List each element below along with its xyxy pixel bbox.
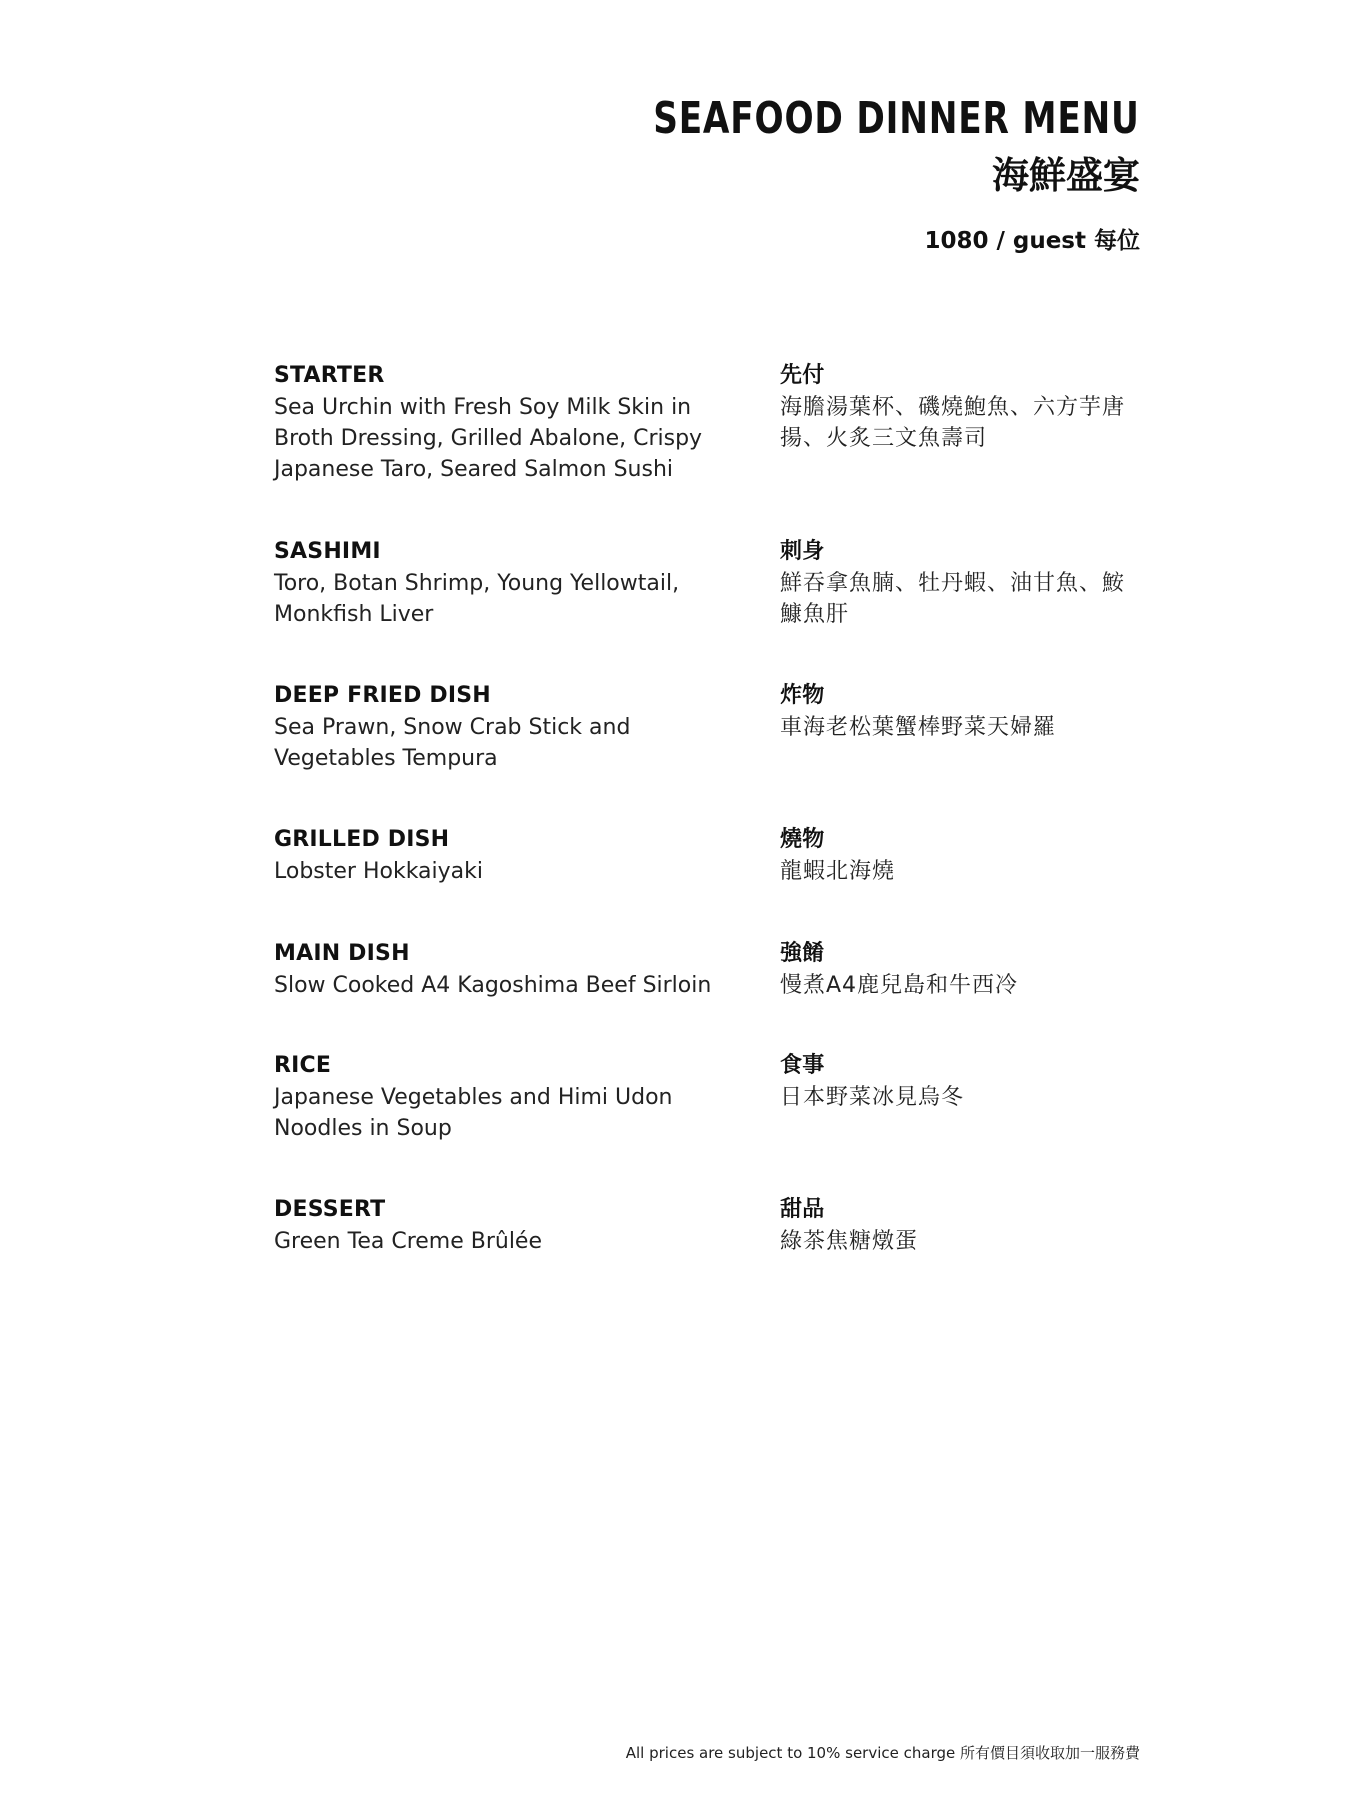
course-chinese-column [780,360,1140,485]
course-name-chinese: 先付 [780,363,825,388]
course-chinese-column [780,680,1140,774]
course-description-chinese: 車海老松葉蟹棒野菜天婦羅 [780,715,1057,740]
course-name-chinese: 食事 [780,1053,825,1078]
course-description-english: Slow Cooked A4 Kagoshima Beef Sirloin [274,973,712,998]
course-description-english: Sea Urchin with Fresh Soy Milk Skin in Broth Dressing, Grilled Abalone, Crispy Japanese Taro, Seared Salmon Sushi [274,395,703,482]
price-per-guest: 1080 / guest 每位 [924,228,1140,254]
course-name-chinese: 刺身 [780,539,825,564]
course-description-english: Green Tea Creme Brûlée [274,1229,543,1254]
course-description-english: Sea Prawn, Snow Crab Stick and Vegetables Tempura [274,715,631,771]
course-english-column [274,680,744,774]
course-name-english: DESSERT [274,1197,386,1222]
course-description-chinese: 綠茶焦糖燉蛋 [780,1229,919,1254]
course-description-english: Lobster Hokkaiyaki [274,859,483,884]
course-name-english: SASHIMI [274,539,381,564]
course-english-column [274,1050,744,1144]
course-name-english: STARTER [274,363,385,388]
course-name-english: RICE [274,1053,332,1078]
course-description-chinese: 慢煮A4鹿兒島和牛西冷 [780,973,1019,998]
course-sashimi [274,536,1140,630]
course-name-english: MAIN DISH [274,941,410,966]
course-chinese-column [780,824,1140,887]
course-chinese-column [780,536,1140,630]
course-name-english: DEEP FRIED DISH [274,683,491,708]
course-name-chinese: 燒物 [780,827,825,852]
course-description-english: Toro, Botan Shrimp, Young Yellowtail, Monkfish Liver [274,571,680,627]
course-english-column [274,536,744,630]
course-english-column [274,938,744,1001]
course-starter [274,360,1140,485]
menu-header [516,92,1140,256]
course-dessert [274,1194,1140,1257]
menu-title-chinese: 海鮮盛宴 [992,154,1140,197]
course-chinese-column [780,1194,1140,1257]
course-deep-fried [274,680,1140,774]
course-chinese-column [780,938,1140,1001]
course-grilled [274,824,1140,887]
course-description-chinese: 鮮吞拿魚腩、牡丹蝦、油甘魚、鮟鱇魚肝 [780,571,1126,627]
course-description-chinese: 龍蝦北海燒 [780,859,896,884]
course-name-chinese: 炸物 [780,683,825,708]
course-description-english: Japanese Vegetables and Himi Udon Noodles in Soup [274,1085,673,1141]
course-english-column [274,1194,744,1257]
menu-title-english: SEAFOOD DINNER MENU [653,93,1140,144]
course-name-chinese: 甜品 [780,1197,825,1222]
course-rice [274,1050,1140,1144]
course-description-chinese: 日本野菜冰見烏冬 [780,1085,965,1110]
course-description-chinese: 海膽湯葉杯、磯燒鮑魚、六方芋唐揚、火炙三文魚壽司 [780,395,1126,451]
course-main [274,938,1140,1001]
course-chinese-column [780,1050,1140,1144]
course-name-english: GRILLED DISH [274,827,450,852]
course-english-column [274,360,744,485]
course-name-chinese: 強餚 [780,941,825,966]
course-english-column [274,824,744,887]
service-charge-note: All prices are subject to 10% service charge 所有價目須收取加一服務費 [625,1744,1140,1762]
